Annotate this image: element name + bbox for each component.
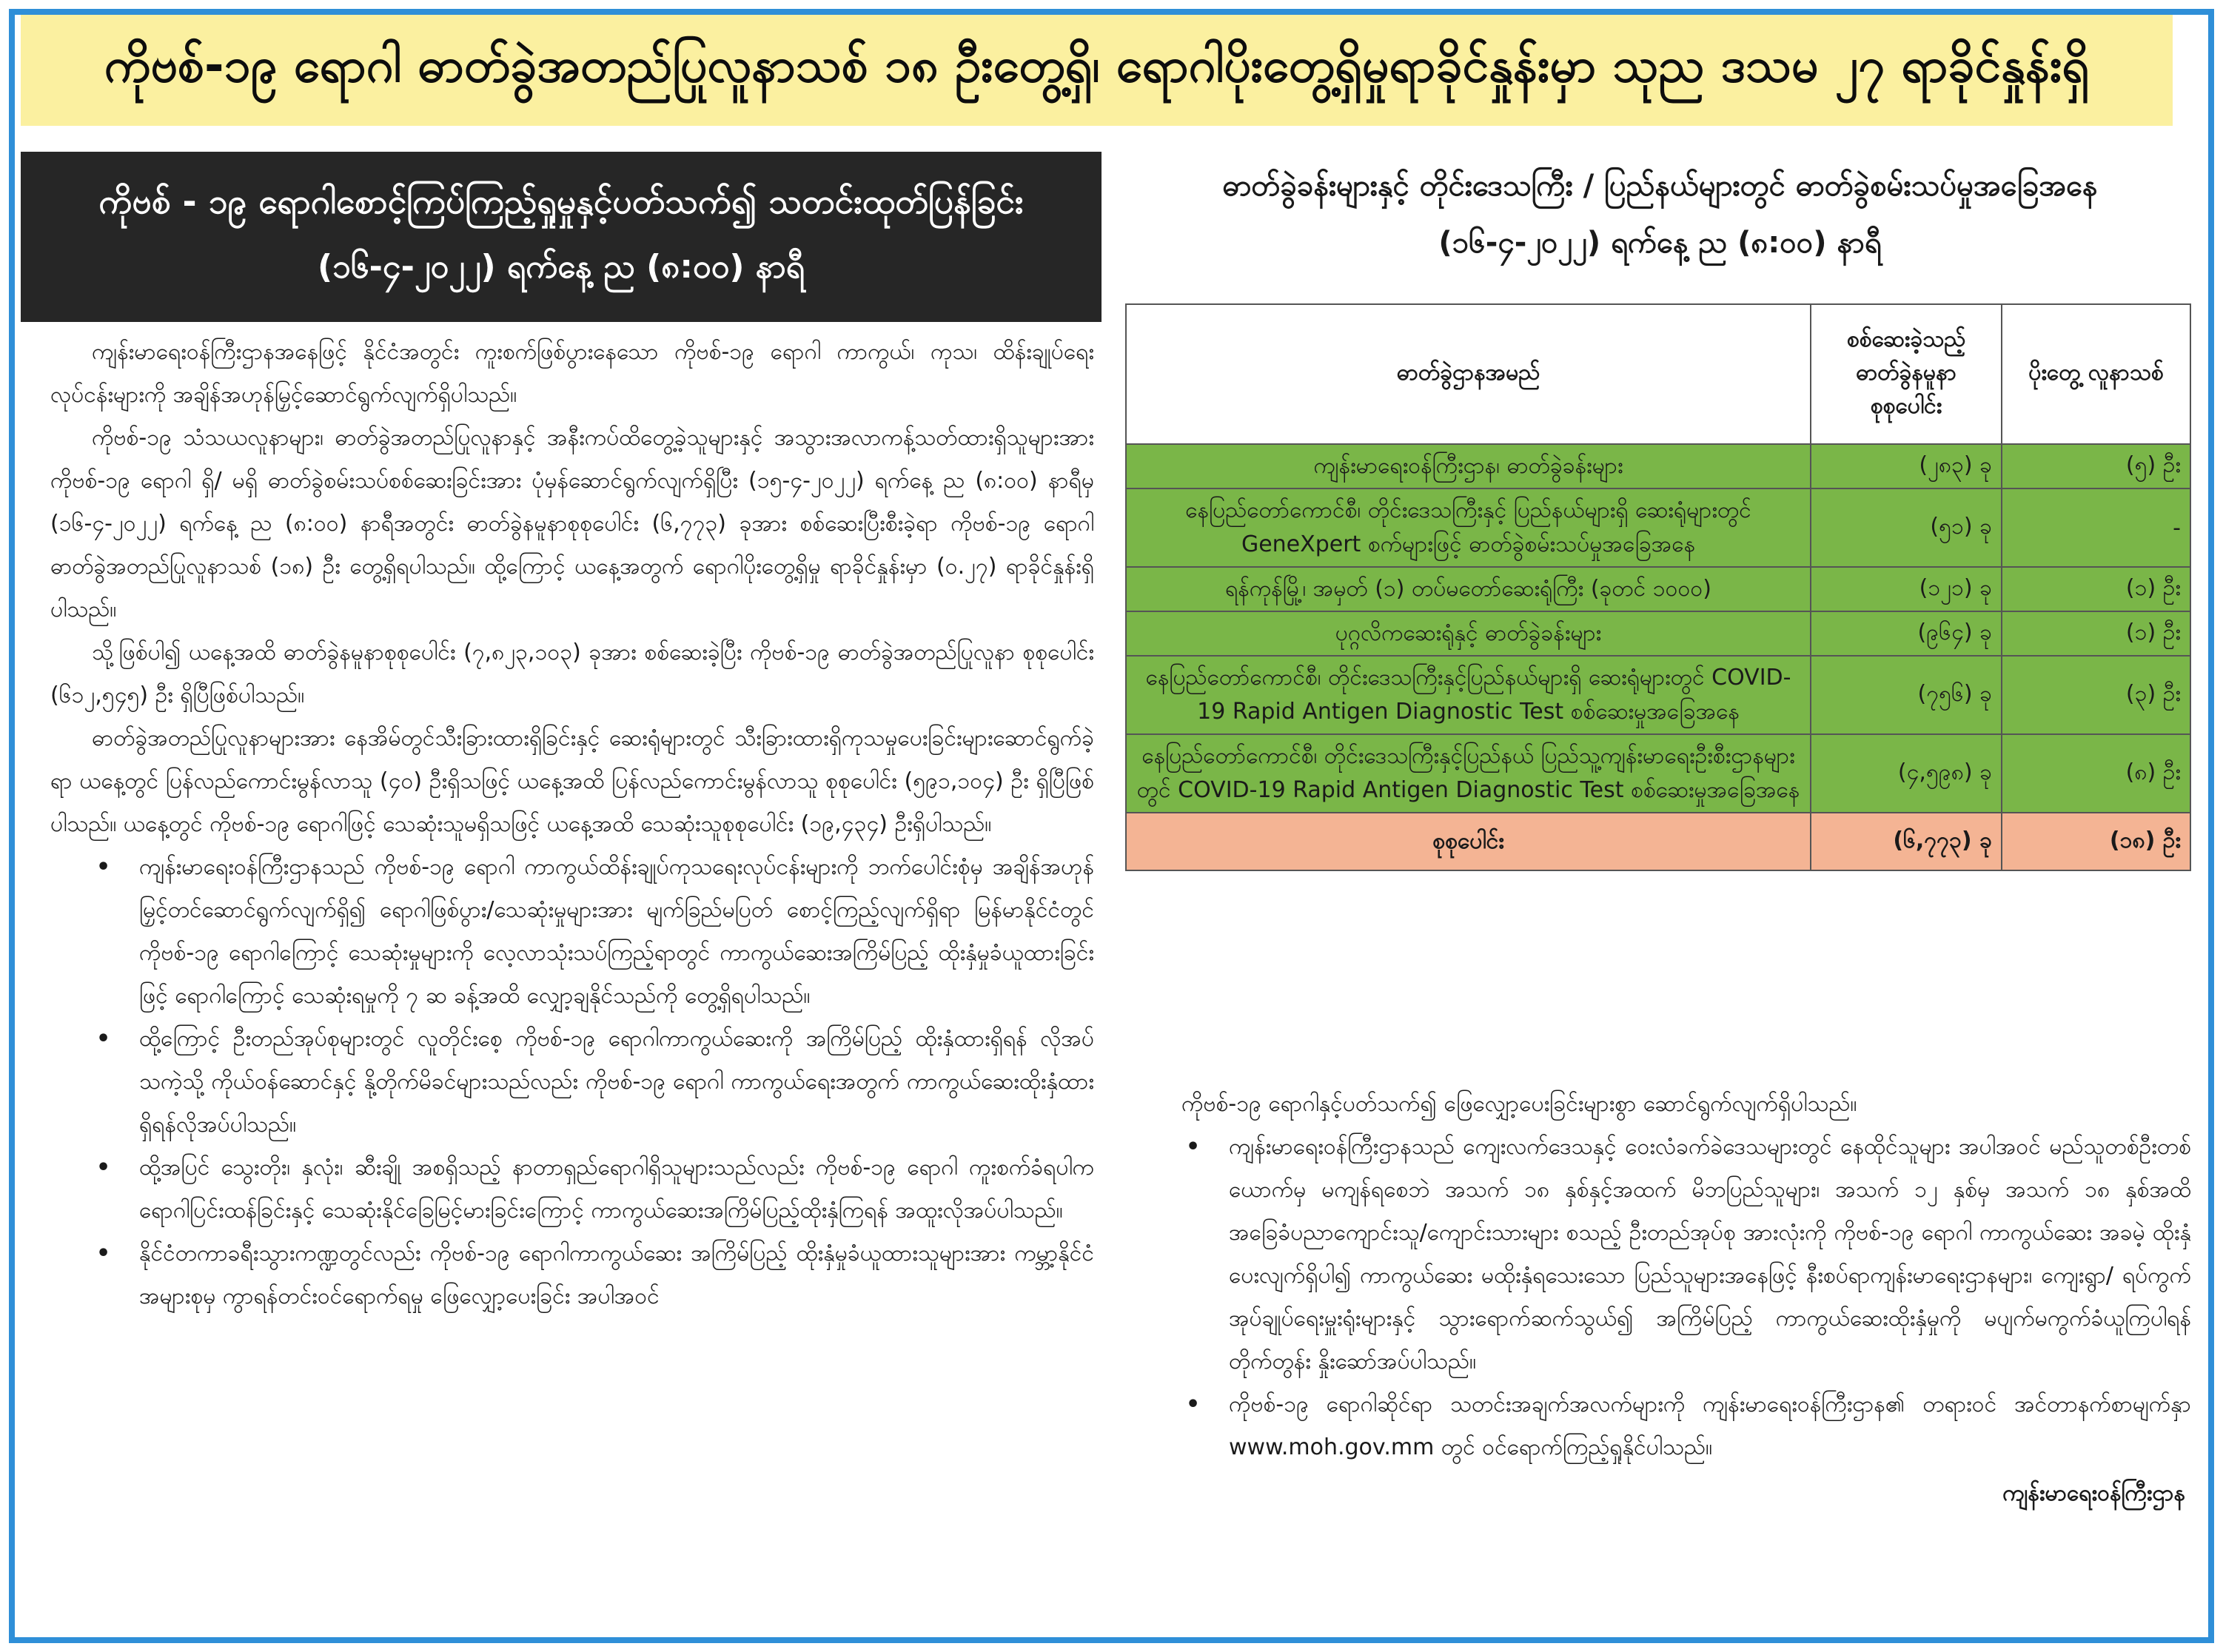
lab-name-cell: ပုဂ္ဂလိကဆေးရုံနှင့် ဓာတ်ခွဲခန်းများ bbox=[1126, 611, 1811, 656]
right-header-date: (၁၆-၄-၂၀၂၂) ရက်နေ့ ည (၈:၀၀) နာရီ bbox=[1438, 226, 1882, 260]
table-row bbox=[1126, 611, 2190, 656]
left-header-title: ကိုဗစ် - ၁၉ ရောဂါစောင့်ကြပ်ကြည့်ရှုမှုနှင့်ပတ်သက်၍ သတင်းထုတ်ပြန်ခြင်း bbox=[98, 181, 1024, 221]
bullet-text: ကျန်းမာရေးဝန်ကြီးဌာနသည် ကျေးလက်ဒေသနှင့် ဝေးလံခက်ခဲဒေသများတွင် နေထိုင်သူများ အပါအဝင် မည်သူတစ်ဦးတစ်ယောက်မှ မကျန်ရစေဘဲ အသက် ၁၈ နှစ်နှင့်အထက် မိဘပြည်သူများ၊ အသက် ၁၂ နှစ်မှ အသက် ၁၈ နှစ်အထိ အခြေခံပညာကျောင်းသူ/ကျောင်းသားများ စသည့် ဦးတည်အုပ်စု အားလုံးကို ကိုဗစ်-၁၉ ရောဂါ ကာကွယ်ဆေး အခမဲ့ ထိုးနှံပေးလျက်ရှိပါ၍ ကာကွယ်ဆေး မထိုးနှံရသေးသော ပြည်သူများအနေဖြင့် နီးစပ်ရာကျန်းမာရေးဌာနများ၊ ကျေးရွာ/ ရပ်ကွက်အုပ်ချုပ်ရေးမှူးရုံးများနှင့် သွားရောက်ဆက်သွယ်၍ အကြိမ်ပြည့် ကာကွယ်ဆေးထိုးနှံမှုကို မပျက်မကွက်ခံယူကြပါရန် တိုက်တွန်း နှိုးဆော်အပ်ပါသည်။ bbox=[1229, 1134, 2191, 1374]
column-header-samples: စစ်ဆေးခဲ့သည့် ဓာတ်ခွဲနမူနာ စုစုပေါင်း bbox=[1811, 304, 2002, 444]
column-header-positives: ပိုးတွေ့ လူနာသစ် bbox=[2002, 304, 2190, 444]
total-samples-cell: (၆,၇၇၃) ခု bbox=[1811, 813, 2002, 870]
samples-cell: (၂၈၃) ခု bbox=[1811, 444, 2002, 488]
paragraph: ကျန်းမာရေးဝန်ကြီးဌာနအနေဖြင့် နိုင်ငံအတွင်း ကူးစက်ဖြစ်ပွားနေသော ကိုဗစ်-၁၉ ရောဂါ ကာကွယ်၊ ကုသ၊ ထိန်းချုပ်ရေးလုပ်ငန်းများကို အချိန်အဟုန်မြှင့်ဆောင်ရွက်လျက်ရှိပါသည်။ bbox=[50, 339, 1094, 408]
total-positives-cell: (၁၈) ဦး bbox=[2002, 813, 2190, 870]
right-column bbox=[1125, 152, 2195, 1617]
bullet-item bbox=[50, 846, 1094, 1018]
positives-cell: (၁) ဦး bbox=[2002, 611, 2190, 656]
samples-cell: (၄,၅၉၈) ခု bbox=[1811, 734, 2002, 813]
bullet-dot-icon: • bbox=[96, 1026, 111, 1052]
column-header-lab: ဓာတ်ခွဲဌာနအမည် bbox=[1126, 304, 1811, 444]
bullet-text: ကိုဗစ်-၁၉ ရောဂါဆိုင်ရာ သတင်းအချက်အလက်များကို ကျန်းမာရေးဝန်ကြီးဌာန၏ တရားဝင် အင်တာနက်စာမျက်နှာ www.moh.gov.mm တွင် ဝင်ရောက်ကြည့်ရှုနိုင်ပါသည်။ bbox=[1229, 1391, 2191, 1460]
paragraph: သို့ဖြစ်ပါ၍ ယနေ့အထိ ဓာတ်ခွဲနမူနာစုစုပေါင်း (၇,၈၂၃,၁၀၃) ခုအား စစ်ဆေးခဲ့ပြီး ကိုဗစ်-၁၉ ဓာတ်ခွဲအတည်ပြုလူနာ စုစုပေါင်း (၆၁၂,၅၄၅) ဦး ရှိပြီဖြစ်ပါသည်။ bbox=[50, 639, 1094, 708]
headline-text: ကိုဗစ်-၁၉ ရောဂါ ဓာတ်ခွဲအတည်ပြုလူနာသစ် ၁၈ ဦးတွေ့ရှိ၊ ရောဂါပိုးတွေ့ရှိမှုရာခိုင်နှုန်းမှာ သုည ဒသမ ၂၇ ရာခိုင်နှုန်းရှိ bbox=[104, 38, 2090, 93]
bullet-dot-icon: • bbox=[96, 1240, 111, 1266]
headline-banner bbox=[21, 15, 2173, 126]
positives-cell: - bbox=[2002, 488, 2190, 567]
samples-cell: (၅၁) ခု bbox=[1811, 488, 2002, 567]
bullet-item bbox=[50, 1018, 1094, 1146]
lab-name-cell: နေပြည်တော်ကောင်စီ၊ တိုင်းဒေသကြီးနှင့်ပြည်နယ် ပြည်သူ့ကျန်းမာရေးဦးစီးဌာနများတွင် COVID-19 Rapid Antigen Diagnostic Test စစ်ဆေးမှုအခြေအနေ bbox=[1126, 734, 1811, 813]
bullet-dot-icon: • bbox=[96, 854, 111, 880]
bullet-text: ကျန်းမာရေးဝန်ကြီးဌာနသည် ကိုဗစ်-၁၉ ရောဂါ ကာကွယ်ထိန်းချုပ်ကုသရေးလုပ်ငန်းများကို ဘက်ပေါင်းစုံမှ အချိန်အဟုန်မြှင့်တင်ဆောင်ရွက်လျက်ရှိ၍ ရောဂါဖြစ်ပွား/သေဆုံးမှုများအား မျက်ခြည်မပြတ် စောင့်ကြည့်လျက်ရှိရာ မြန်မာနိုင်ငံတွင် ကိုဗစ်-၁၉ ရောဂါကြောင့် သေဆုံးမှုများကို လေ့လာသုံးသပ်ကြည့်ရာတွင် ကာကွယ်ဆေးအကြိမ်ပြည့် ထိုးနှံမှုခံယူထားခြင်းဖြင့် ရောဂါကြောင့် သေဆုံးရမှုကို ၇ ဆ ခန့်အထိ လျှော့ချနိုင်သည်ကို တွေ့ရှိရပါသည်။ bbox=[139, 854, 1094, 1009]
lab-name-cell: နေပြည်တော်ကောင်စီ၊ တိုင်းဒေသကြီးနှင့် ပြည်နယ်များရှိ ဆေးရုံများတွင် GeneXpert စက်များဖြင့် ဓာတ်ခွဲစမ်းသပ်မှုအခြေအနေ bbox=[1126, 488, 1811, 567]
bullet-text: ထို့အပြင် သွေးတိုး၊ နှလုံး၊ ဆီးချို အစရှိသည့် နာတာရှည်ရောဂါရှိသူများသည်လည်း ကိုဗစ်-၁၉ ရောဂါ ကူးစက်ခံရပါက ရောဂါပြင်းထန်ခြင်းနှင့် သေဆုံးနိုင်ခြေမြင့်မားခြင်းကြောင့် ကာကွယ်ဆေးအကြိမ်ပြည့်ထိုးနှံကြရန် အထူးလိုအပ်ပါသည်။ bbox=[139, 1155, 1094, 1223]
bullet-dot-icon: • bbox=[1186, 1134, 1201, 1160]
table-row bbox=[1126, 734, 2190, 813]
right-bullet-list bbox=[1140, 1126, 2191, 1469]
paragraph: ကိုဗစ်-၁၉ သံသယလူနာများ၊ ဓာတ်ခွဲအတည်ပြုလူနာနှင့် အနီးကပ်ထိတွေ့ခဲ့သူများနှင့် အသွားအလာကန့်သတ်ထားရှိသူများအား ကိုဗစ်-၁၉ ရောဂါ ရှိ/ မရှိ ဓာတ်ခွဲစမ်းသပ်စစ်ဆေးခြင်းအား ပုံမှန်ဆောင်ရွက်လျက်ရှိပြီး (၁၅-၄-၂၀၂၂) ရက်နေ့ ည (၈:၀၀) နာရီမှ (၁၆-၄-၂၀၂၂) ရက်နေ့ ည (၈:၀၀) နာရီအတွင်း ဓာတ်ခွဲနမူနာစုစုပေါင်း (၆,၇၇၃) ခုအား စစ်ဆေးပြီးစီးခဲ့ရာ ကိုဗစ်-၁၉ ရောဂါ ဓာတ်ခွဲအတည်ပြုလူနာသစ် (၁၈) ဦး တွေ့ရှိရပါသည်။ ထို့ကြောင့် ယနေ့အတွက် ရောဂါပိုးတွေ့ရှိမှု ရာခိုင်နှုန်းမှာ (၀.၂၇) ရာခိုင်နှုန်းရှိပါသည်။ bbox=[50, 425, 1094, 622]
total-label-cell: စုစုပေါင်း bbox=[1126, 813, 1811, 870]
left-header bbox=[21, 152, 1102, 322]
right-body-text bbox=[1125, 1083, 2191, 1515]
table-total-row bbox=[1126, 813, 2190, 870]
table-row bbox=[1126, 567, 2190, 611]
samples-cell: (၉၆၄) ခု bbox=[1811, 611, 2002, 656]
table-row bbox=[1126, 656, 2190, 734]
bullet-dot-icon: • bbox=[96, 1155, 111, 1181]
paragraph: ဓာတ်ခွဲအတည်ပြုလူနာများအား နေအိမ်တွင်သီးခြားထားရှိခြင်းနှင့် ဆေးရုံများတွင် သီးခြားထားရှိကုသမှုပေးခြင်းများဆောင်ရွက်ခဲ့ရာ ယနေ့တွင် ပြန်လည်ကောင်းမွန်လာသူ (၄၀) ဦးရှိသဖြင့် ယနေ့အထိ ပြန်လည်ကောင်းမွန်လာသူ စုစုပေါင်း (၅၉၁,၁၀၄) ဦး ရှိပြီဖြစ်ပါသည်။ ယနေ့တွင် ကိုဗစ်-၁၉ ရောဂါဖြင့် သေဆုံးသူမရှိသဖြင့် ယနေ့အထိ သေဆုံးသူစုစုပေါင်း (၁၉,၄၃၄) ဦးရှိပါသည်။ bbox=[50, 725, 1094, 837]
positives-cell: (၁) ဦး bbox=[2002, 567, 2190, 611]
ministry-signature: ကျန်းမာရေးဝန်ကြီးဌာန bbox=[2002, 1480, 2185, 1506]
table-row bbox=[1126, 444, 2190, 488]
lab-name-cell: ရန်ကုန်မြို့၊ အမှတ် (၁) တပ်မတော်ဆေးရုံကြီး (ခုတင် ၁၀၀၀) bbox=[1126, 567, 1811, 611]
left-header-date: (၁၆-၄-၂၀၂၂) ရက်နေ့ ည (၈:၀၀) နာရီ bbox=[318, 247, 805, 286]
bullet-text: နိုင်ငံတကာခရီးသွားကဏ္ဍတွင်လည်း ကိုဗစ်-၁၉ ရောဂါကာကွယ်ဆေး အကြိမ်ပြည့် ထိုးနှံမှုခံယူထားသူများအား ကမ္ဘာ့နိုင်ငံအများစုမှ ကွာရန်တင်းဝင်ရောက်ရမှု ဖြေလျှော့ပေးခြင်း အပါအဝင် bbox=[139, 1240, 1094, 1309]
samples-cell: (၁၂၁) ခု bbox=[1811, 567, 2002, 611]
table-row bbox=[1126, 488, 2190, 567]
continuation-paragraph: ကိုဗစ်-၁၉ ရောဂါနှင့်ပတ်သက်၍ ဖြေလျှော့ပေးခြင်းများစွာ ဆောင်ရွက်လျက်ရှိပါသည်။ bbox=[1181, 1091, 1857, 1117]
left-column bbox=[21, 152, 1102, 1617]
right-body bbox=[1125, 1083, 2191, 1515]
lab-name-cell: နေပြည်တော်ကောင်စီ၊ တိုင်းဒေသကြီးနှင့်ပြည်နယ်များရှိ ဆေးရုံများတွင် COVID-19 Rapid Antigen Diagnostic Test စစ်ဆေးမှုအခြေအနေ bbox=[1126, 656, 1811, 734]
bullet-item bbox=[50, 1232, 1094, 1318]
left-body bbox=[21, 322, 1102, 1318]
left-bullet-list bbox=[50, 846, 1094, 1318]
lab-results-table bbox=[1125, 303, 2191, 871]
right-header-title: ဓာတ်ခွဲခန်းများနှင့် တိုင်းဒေသကြီး / ပြည်နယ်များတွင် ဓာတ်ခွဲစမ်းသပ်မှုအခြေအနေ bbox=[1222, 169, 2098, 203]
bullet-item bbox=[1140, 1383, 2191, 1469]
positives-cell: (၈) ဦး bbox=[2002, 734, 2190, 813]
lab-name-cell: ကျန်းမာရေးဝန်ကြီးဌာန၊ ဓာတ်ခွဲခန်းများ bbox=[1126, 444, 1811, 488]
positives-cell: (၃) ဦး bbox=[2002, 656, 2190, 734]
bullet-dot-icon: • bbox=[1186, 1391, 1201, 1417]
table-header-row bbox=[1126, 304, 2190, 444]
right-header bbox=[1125, 152, 2195, 267]
positives-cell: (၅) ဦး bbox=[2002, 444, 2190, 488]
samples-cell: (၇၅၆) ခု bbox=[1811, 656, 2002, 734]
bullet-item bbox=[50, 1146, 1094, 1232]
bullet-item bbox=[1140, 1126, 2191, 1383]
bullet-text: ထို့ကြောင့် ဦးတည်အုပ်စုများတွင် လူတိုင်းစေ့ ကိုဗစ်-၁၉ ရောဂါကာကွယ်ဆေးကို အကြိမ်ပြည့် ထိုးနှံထားရှိရန် လိုအပ်သကဲ့သို့ ကိုယ်ဝန်ဆောင်နှင့် နို့တိုက်မိခင်များသည်လည်း ကိုဗစ်-၁၉ ရောဂါ ကာကွယ်ရေးအတွက် ကာကွယ်ဆေးထိုးနှံထားရှိရန်လိုအပ်ပါသည်။ bbox=[139, 1026, 1094, 1138]
